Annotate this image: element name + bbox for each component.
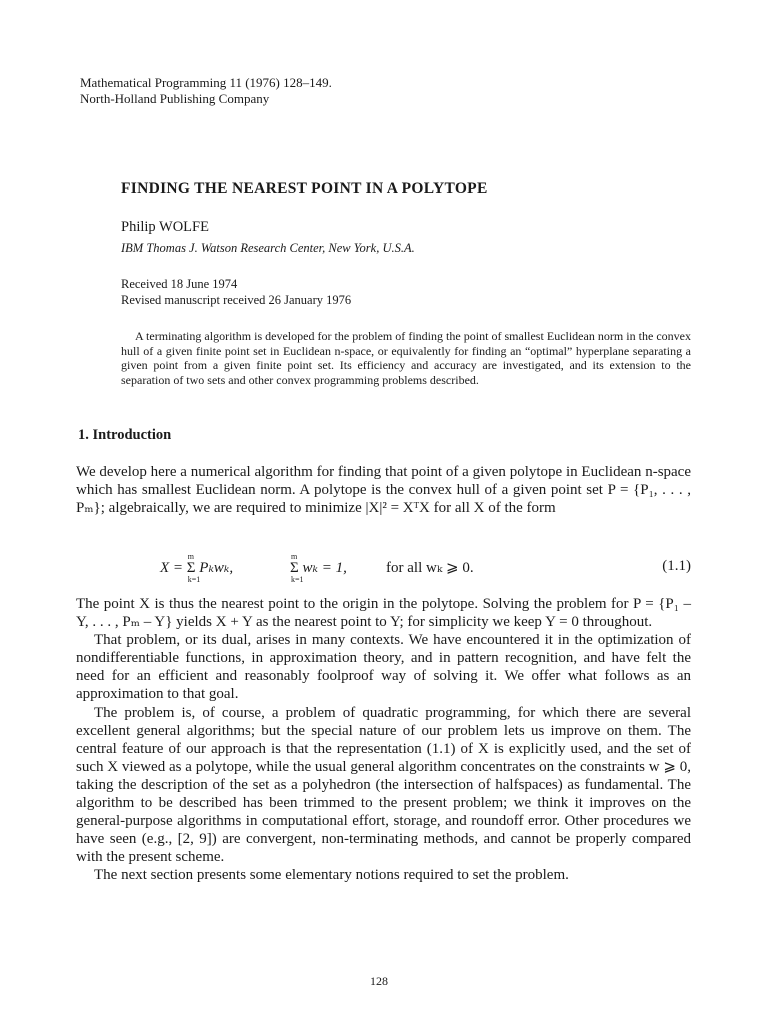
equation-condition: for all wₖ ⩾ 0. [386,560,474,576]
equation-term-2: wₖ = 1, [302,560,347,576]
equation-1-1 [76,552,691,592]
summation-symbol-1 [186,552,201,584]
paragraph-text: That problem, or its dual, arises in many contexts. We have encountered it in the optimization of nondifferentiable functions, in approximation theory, and in pattern recognition, and have felt the need for an efficient and reasonably foolproof way of solving it. We offer what follows as an approximation to that goal. [76,632,691,703]
equation-number: (1.1) [662,558,691,574]
sum-lower-limit: k=1 [187,575,201,584]
sum-upper-limit: m [187,552,195,561]
journal-citation: Mathematical Programming 11 (1976) 128–149. [80,75,332,90]
body-paragraph-1 [76,463,691,517]
abstract [121,329,691,387]
sum-sign: Σ [290,560,299,576]
publisher-line: North-Holland Publishing Company [80,91,270,106]
equation-lhs: X = [160,560,184,576]
abstract-text: A terminating algorithm is developed for the problem of finding the point of smallest Euclidean norm in the convex hull of a given finite point set in Euclidean n-space, or equivalently for finding an “optimal” hyperplane separating a given point from a given finite point set. Its efficiency and accuracy are investigated, and its extension to the separation of two sets and other convex programming problems described. [121,329,691,387]
body-paragraph-2 [76,595,691,885]
received-date: Received 18 June 1974 [121,277,238,291]
paper-title: FINDING THE NEAREST POINT IN A POLYTOPE [121,180,488,197]
sum-sign: Σ [186,560,196,576]
section-heading: 1. Introduction [78,427,172,443]
equation-term-1: Pₖwₖ, [199,560,234,576]
author-affiliation: IBM Thomas J. Watson Research Center, New York, U.S.A. [121,241,415,255]
paragraph-text: The point X is thus the nearest point to the origin in the polytope. Solving the problem for P = {P₁ – Y, . . . , Pₘ – Y} yields X + Y as the nearest point to Y; for simplicity we keep Y = 0 throughout. [76,596,691,631]
paragraph-text: The next section presents some elementary notions required to set the problem. [94,867,569,884]
author-name: Philip WOLFE [121,219,209,235]
paragraph-text: We develop here a numerical algorithm for finding that point of a given polytope in Euclidean n-space which has smallest Euclidean norm. A polytope is the convex hull of a given point set P = {P₁, . . . , Pₘ}; algebraically, we are required to minimize |X|² = XᵀX for all X of the form [76,464,691,517]
page-number: 128 [370,974,388,988]
paragraph-text: The problem is, of course, a problem of quadratic programming, for which there are several excellent general algorithms; but the special nature of our problem lets us improve on them. The central feature of our approach is that the representation (1.1) of X is explicitly used, and the set of such X viewed as a polytope, while the usual general algorithm concentrates on the constraints w ⩾ 0, taking the description of the set as a polyhedron (the intersection of halfspaces) as fundamental. The algorithm to be described has been trimmed to the present problem; we think it improves on the general-purpose algorithms in computational effort, storage, and roundoff error. Other procedures we have seen (e.g., [2, 9]) are convergent, non-terminating methods, and cannot be properly compared with the present scheme. [76,704,691,866]
sum-upper-limit: m [291,552,298,561]
revised-date: Revised manuscript received 26 January 1976 [121,293,352,307]
summation-symbol-2 [290,552,304,584]
sum-lower-limit: k=1 [291,575,304,584]
